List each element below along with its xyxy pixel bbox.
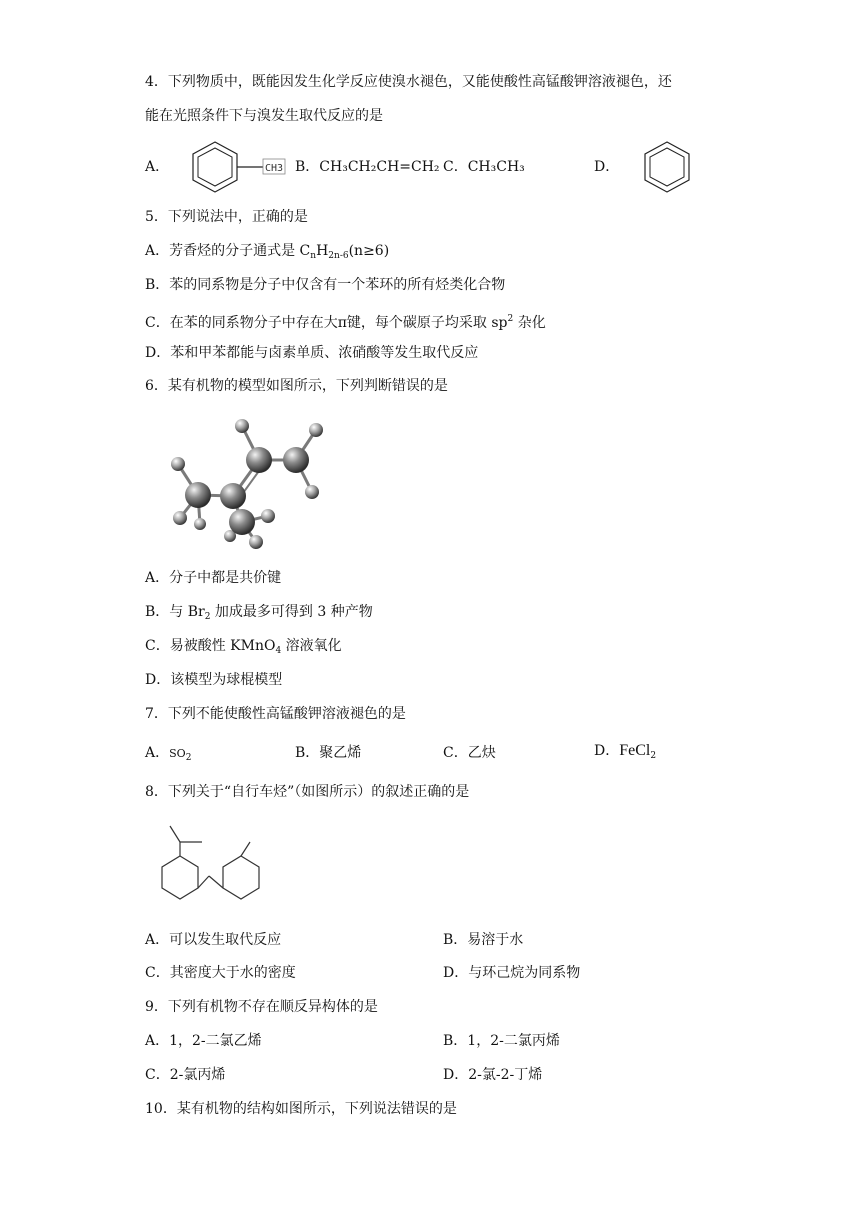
q4-stem-line1: 4．下列物质中，既能因发生化学反应使溴水褪色，又能使酸性高锰酸钾溶液褪色，还 (145, 74, 672, 90)
q4-option-a-label: A． (145, 159, 170, 175)
q6-option-a: A．分子中都是共价键 (145, 570, 282, 586)
q8-option-d: D．与环己烷为同系物 (443, 965, 581, 981)
q9-option-d: D．2-氯-2-丁烯 (443, 1067, 543, 1083)
q7-option-c: C．乙炔 (443, 745, 496, 761)
q6-option-d: D．该模型为球棍模型 (145, 672, 283, 688)
q9-option-b: B．1，2-二氯丙烯 (443, 1033, 560, 1049)
q4-option-b: B．CH₃CH₂CH=CH₂ (295, 159, 440, 175)
q8-stem: 8．下列关于“自行车烃”（如图所示）的叙述正确的是 (145, 784, 470, 800)
q9-option-a: A．1，2-二氯乙烯 (145, 1033, 262, 1049)
q7-stem: 7．下列不能使酸性高锰酸钾溶液褪色的是 (145, 706, 406, 722)
q7-option-d: D．FeCl$_2$ (594, 742, 657, 761)
q6-option-c: C．易被酸性 KMnO$_4$ 溶液氧化 (145, 638, 342, 656)
benzene-structure-icon (638, 138, 698, 196)
q8-option-c: C．其密度大于水的密度 (145, 965, 296, 981)
q4-stem-line2: 能在光照条件下与溴发生取代反应的是 (145, 108, 383, 124)
q9-option-c: C．2-氯丙烯 (145, 1067, 226, 1083)
q5-option-a: A．芳香烃的分子通式是 $C_nH_{2n-6}(n\ge 6)$ (145, 243, 390, 261)
q6-stem: 6．某有机物的模型如图所示，下列判断错误的是 (145, 378, 448, 394)
q5-option-b: B．苯的同系物是分子中仅含有一个苯环的所有烃类化合物 (145, 277, 506, 293)
q7-option-b: B．聚乙烯 (295, 745, 362, 761)
q8-option-a: A．可以发生取代反应 (145, 932, 282, 948)
q7-option-a: A．$SO_2$ (145, 745, 192, 763)
ball-and-stick-model-image (160, 412, 340, 552)
q5-option-d: D．苯和甲苯都能与卤素单质、浓硝酸等发生取代反应 (145, 345, 479, 361)
bicyclohexyl-drawing (140, 818, 270, 918)
q5-option-c: C．在苯的同系物分子中存在大π键，每个碳原子均采取 $sp^2$ 杂化 (145, 314, 546, 331)
q9-stem: 9．下列有机物不存在顺反异构体的是 (145, 999, 378, 1015)
q5-stem: 5．下列说法中，正确的是 (145, 209, 308, 225)
q6-option-b: B．与 $Br_2$ 加成最多可得到 3 种产物 (145, 604, 373, 622)
q4-option-d-label: D． (594, 159, 620, 175)
q4-option-c: C．CH₃CH₃ (443, 159, 525, 175)
toluene-structure-icon (186, 138, 290, 196)
q10-stem: 10．某有机物的结构如图所示，下列说法错误的是 (145, 1101, 457, 1117)
methyl-label: CH3 (265, 163, 284, 174)
q8-option-b: B．易溶于水 (443, 932, 524, 948)
